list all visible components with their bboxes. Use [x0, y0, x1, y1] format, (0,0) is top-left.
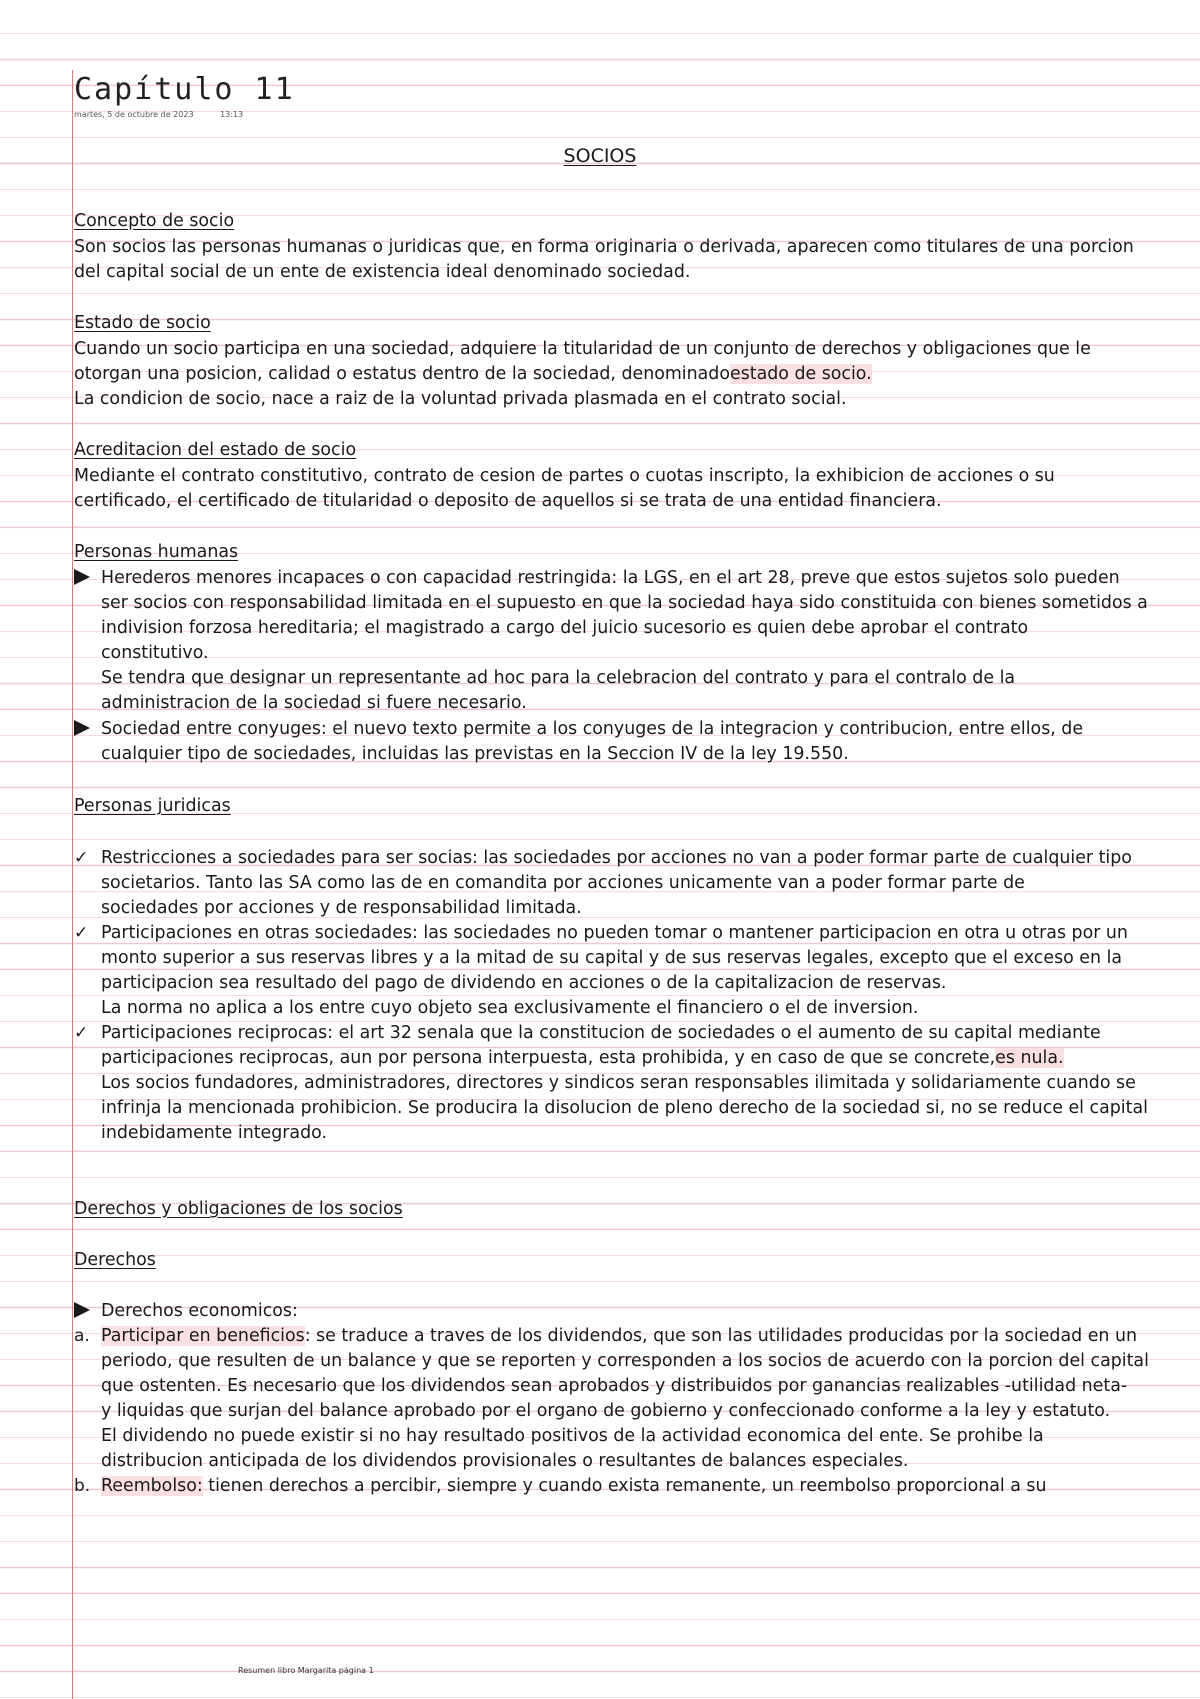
margin-line [72, 70, 73, 1699]
date-text: martes, 5 de octubre de 2023 [74, 110, 194, 119]
participar-beneficios-highlight: Participar en beneficios [101, 1326, 305, 1346]
juridicas-item3-line: infrinja la mencionada prohibicion. Se producira la disolucion de pleno derecho de la sociedad si, no se reduce el capital [101, 1098, 1148, 1118]
juridicas-item1-line: Restricciones a sociedades para ser socias: las sociedades por acciones no van a poder formar parte de cualquier tipo [101, 848, 1132, 868]
derechos-economicos: Derechos economicos: [101, 1301, 298, 1321]
humanas-item2-line: Sociedad entre conyuges: el nuevo texto permite a los conyuges de la integracion y contribucion, entre ellos, de [101, 719, 1084, 739]
concepto-line-1: Son socios las personas humanas o juridicas que, en forma originaria o derivada, aparecen como titulares de una porcion [74, 237, 1134, 257]
juridicas-item2-line: Participaciones en otras sociedades: las sociedades no pueden tomar o mantener participacion en otra u otras por un [101, 923, 1128, 943]
item-a-line: periodo, que resulten de un balance y que se reporten y corresponden a los socios de acuerdo con la porcion del capital [101, 1351, 1149, 1371]
derechos-heading: Derechos [74, 1250, 156, 1270]
juridicas-item2-line: La norma no aplica a los entre cuyo objeto sea exclusivamente el financiero o el de inversion. [101, 998, 919, 1018]
juridicas-item3-line-text: participaciones reciprocas, aun por persona interpuesta, esta prohibida, y en caso de que se concrete, [101, 1048, 996, 1068]
estado-line-2 [74, 361, 872, 387]
page-footer: Resumen libro Margarita página 1 [238, 1666, 374, 1675]
juridicas-item3-line: Participaciones reciprocas: el art 32 senala que la constitucion de sociedades o el aumento de su capital mediante [101, 1023, 1101, 1043]
humanas-item1-line: indivision forzosa hereditaria; el magistrado a cargo del juicio sucesorio es quien debe aprobar el contrato [101, 618, 1029, 638]
section-title: SOCIOS [563, 145, 637, 167]
item-a-line: y liquidas que surjan del balance aprobado por el organo de gobierno y confeccionado conforme a la ley y estatuto. [101, 1401, 1111, 1421]
humanas-item1-line: Se tendra que designar un representante ad hoc para la celebracion del contrato y para el contralo de la [101, 668, 1016, 688]
item-a-line: El dividendo no puede existir si no hay resultado positivos de la actividad economica del ente. Se prohibe la [101, 1426, 1044, 1446]
humanas-item2-line: cualquier tipo de sociedades, incluidas las previstas en la Seccion IV de la ley 19.550. [101, 744, 849, 764]
juridicas-item3-line: Los socios fundadores, administradores, directores y sindicos seran responsables ilimitada y solidariamente cuando se [101, 1073, 1136, 1093]
juridicas-item2-line: monto superior a sus reservas libres y a la mitad de su capital y de sus reservas legales, excepto que el exceso en la [101, 948, 1123, 968]
item-b-line [101, 1473, 1047, 1499]
estado-line-2-text: otorgan una posicion, calidad o estatus dentro de la sociedad, denominado [74, 364, 730, 384]
juridicas-item1-line: societarios. Tanto las SA como las de en comandita por acciones unicamente van a poder formar parte de [101, 873, 1025, 893]
checkmark-icon: ✓ [74, 1023, 89, 1043]
juridicas-heading: Personas juridicas [74, 796, 231, 816]
humanas-item1-line: ser socios con responsabilidad limitada en el supuesto en que la sociedad haya sido constituida con bienes sometidos a [101, 593, 1148, 613]
juridicas-item3-line [101, 1045, 1064, 1071]
acreditacion-line-1: Mediante el contrato constitutivo, contrato de cesion de partes o cuotas inscripto, la exhibicion de acciones o su [74, 466, 1055, 486]
humanas-heading: Personas humanas [74, 542, 239, 562]
estado-de-socio-highlight: estado de socio. [730, 364, 872, 384]
derechos-obligaciones-heading: Derechos y obligaciones de los socios [74, 1199, 403, 1219]
estado-line-3: La condicion de socio, nace a raiz de la voluntad privada plasmada en el contrato social. [74, 389, 847, 409]
checkmark-icon: ✓ [74, 923, 89, 943]
list-marker-b: b. [74, 1476, 91, 1496]
acreditacion-heading: Acreditacion del estado de socio [74, 440, 357, 460]
juridicas-item3-line: indebidamente integrado. [101, 1123, 327, 1143]
bullet-triangle-icon [74, 569, 90, 585]
item-a-line: distribucion anticipada de los dividendos provisionales o resultantes de balances especiales. [101, 1451, 909, 1471]
item-a-line-text: : se traduce a traves de los dividendos, que son las utilidades producidas por la sociedad en un [304, 1326, 1137, 1346]
juridicas-item2-line: participacion sea resultado del pago de dividendo en acciones o de la capitalizacion de reservas. [101, 973, 947, 993]
estado-line-1: Cuando un socio participa en una sociedad, adquiere la titularidad de un conjunto de derechos y obligaciones que le [74, 339, 1091, 359]
bullet-triangle-icon [74, 720, 90, 736]
humanas-item1-line: administracion de la sociedad si fuere necesario. [101, 693, 527, 713]
item-a-line [101, 1323, 1137, 1349]
item-a-line: que ostenten. Es necesario que los dividendos sean aprobados y distribuidos por ganancias realizables -utilidad neta- [101, 1376, 1128, 1396]
page-date [74, 110, 267, 119]
es-nula-highlight: es nula. [995, 1048, 1064, 1068]
item-b-line-text: tienen derechos a percibir, siempre y cuando exista remanente, un reembolso proporcional a su [202, 1476, 1047, 1496]
list-marker-a: a. [74, 1326, 90, 1346]
concepto-line-2: del capital social de un ente de existencia ideal denominado sociedad. [74, 262, 691, 282]
humanas-item1-line: Herederos menores incapaces o con capacidad restringida: la LGS, en el art 28, preve que estos sujetos solo pueden [101, 568, 1120, 588]
checkmark-icon: ✓ [74, 848, 89, 868]
humanas-item1-line: constitutivo. [101, 643, 209, 663]
reembolso-highlight: Reembolso: [101, 1476, 203, 1496]
time-text: 13:13 [220, 110, 244, 119]
estado-heading: Estado de socio [74, 313, 211, 333]
bullet-triangle-icon [74, 1302, 90, 1318]
concepto-heading: Concepto de socio [74, 211, 235, 231]
juridicas-item1-line: sociedades por acciones y de responsabilidad limitada. [101, 898, 582, 918]
acreditacion-line-2: certificado, el certificado de titularidad o deposito de aquellos si se trata de una entidad financiera. [74, 491, 942, 511]
page-title: Capítulo 11 [74, 72, 295, 107]
